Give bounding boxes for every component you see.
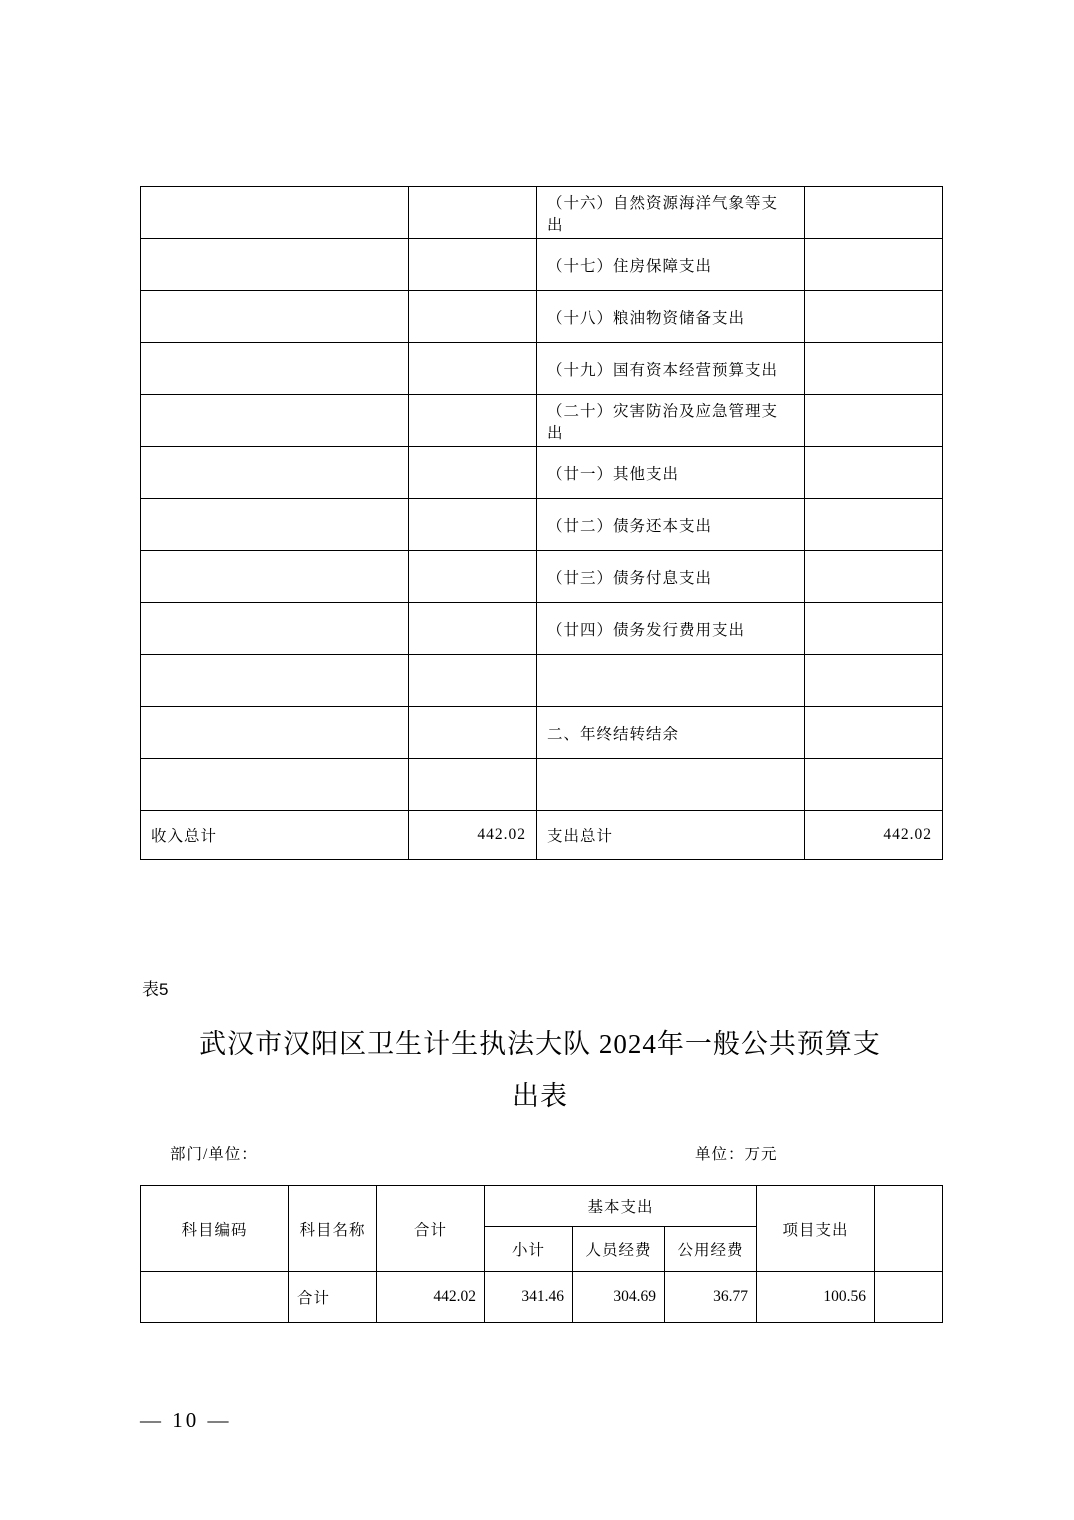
cell-col1 [141, 291, 409, 343]
header-project-expense: 项目支出 [757, 1186, 875, 1272]
expense-total-value: 442.02 [805, 811, 943, 860]
page-number: — 10 — [140, 1408, 232, 1432]
table-row [141, 291, 943, 343]
cell-col1 [141, 395, 409, 447]
header-code: 科目编码 [141, 1186, 289, 1272]
cell-col2 [409, 187, 537, 239]
cell-col2 [409, 707, 537, 759]
income-total-label: 收入总计 [141, 811, 409, 860]
cell-code [141, 1272, 289, 1323]
table-row [141, 187, 943, 239]
cell-col4 [805, 603, 943, 655]
table-row [141, 707, 943, 759]
cell-col2 [409, 395, 537, 447]
cell-total: 442.02 [377, 1272, 485, 1323]
cell-col4 [805, 759, 943, 811]
cell-col2 [409, 759, 537, 811]
cell-blank [875, 1272, 943, 1323]
cell-col3: （十八）粮油物资储备支出 [537, 291, 805, 343]
cell-col4 [805, 655, 943, 707]
cell-col3: （十七）住房保障支出 [537, 239, 805, 291]
cell-subtotal: 341.46 [485, 1272, 573, 1323]
cell-col1 [141, 603, 409, 655]
cell-col3 [537, 759, 805, 811]
cell-col1 [141, 655, 409, 707]
table-row [141, 239, 943, 291]
cell-col1 [141, 499, 409, 551]
cell-col4 [805, 239, 943, 291]
table-row [141, 603, 943, 655]
cell-col1 [141, 759, 409, 811]
header-name: 科目名称 [289, 1186, 377, 1272]
header-public-expense: 公用经费 [665, 1227, 757, 1272]
expense-total-label: 支出总计 [537, 811, 805, 860]
header-blank [875, 1186, 943, 1272]
cell-col1 [141, 447, 409, 499]
general-public-budget-expense-table [140, 1185, 943, 1323]
cell-name: 合计 [289, 1272, 377, 1323]
cell-col3 [537, 655, 805, 707]
cell-col2 [409, 343, 537, 395]
cell-personnel: 304.69 [573, 1272, 665, 1323]
cell-col4 [805, 343, 943, 395]
cell-col4 [805, 499, 943, 551]
cell-col2 [409, 551, 537, 603]
table-row [141, 343, 943, 395]
page-title [140, 1018, 940, 1122]
cell-col4 [805, 551, 943, 603]
cell-col3: （廿四）债务发行费用支出 [537, 603, 805, 655]
table-header-row-1 [141, 1186, 943, 1227]
table-row [141, 395, 943, 447]
income-total-value: 442.02 [409, 811, 537, 860]
page-title-line1: 武汉市汉阳区卫生计生执法大队 2024年一般公共预算支 [199, 1029, 881, 1059]
table-row [141, 759, 943, 811]
currency-unit-label: 单位：万元 [695, 1146, 778, 1163]
table-row [141, 1272, 943, 1323]
table-totals-row [141, 811, 943, 860]
cell-col4 [805, 291, 943, 343]
cell-col3: （十六）自然资源海洋气象等支出 [537, 187, 805, 239]
cell-public: 36.77 [665, 1272, 757, 1323]
table-row [141, 447, 943, 499]
header-personnel-expense: 人员经费 [573, 1227, 665, 1272]
cell-col3: （十九）国有资本经营预算支出 [537, 343, 805, 395]
cell-col3: 二、年终结转结余 [537, 707, 805, 759]
cell-col4 [805, 707, 943, 759]
table-row [141, 655, 943, 707]
header-basic-expense: 基本支出 [485, 1186, 757, 1227]
header-subtotal: 小计 [485, 1227, 573, 1272]
cell-col2 [409, 447, 537, 499]
cell-col1 [141, 343, 409, 395]
header-total: 合计 [377, 1186, 485, 1272]
cell-col3: （廿二）债务还本支出 [537, 499, 805, 551]
cell-col1 [141, 187, 409, 239]
cell-col4 [805, 395, 943, 447]
cell-col4 [805, 447, 943, 499]
table-number-label: 表5 [142, 980, 169, 999]
cell-col3: （廿三）债务付息支出 [537, 551, 805, 603]
cell-col1 [141, 239, 409, 291]
cell-col2 [409, 655, 537, 707]
cell-col4 [805, 187, 943, 239]
table-row [141, 551, 943, 603]
cell-col2 [409, 499, 537, 551]
cell-project: 100.56 [757, 1272, 875, 1323]
cell-col1 [141, 551, 409, 603]
cell-col2 [409, 291, 537, 343]
budget-continuation-table [140, 186, 943, 860]
table-row [141, 499, 943, 551]
cell-col3: （二十）灾害防治及应急管理支出 [537, 395, 805, 447]
page-title-line2: 出表 [512, 1081, 568, 1111]
cell-col1 [141, 707, 409, 759]
cell-col2 [409, 603, 537, 655]
cell-col2 [409, 239, 537, 291]
cell-col3: （廿一）其他支出 [537, 447, 805, 499]
department-unit-label: 部门/单位： [170, 1146, 258, 1163]
